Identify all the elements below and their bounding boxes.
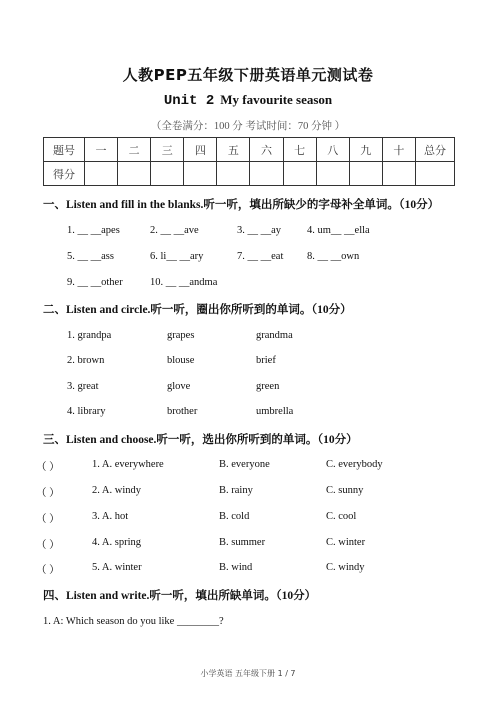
section-heading: 一、Listen and fill in the blanks.听一听，填出所缺少的字母补全单词。（10分） [43,199,440,211]
score-blank[interactable] [250,162,283,186]
answer-bracket[interactable]: （ ） [36,565,60,576]
choice-option: C. sunny [326,485,364,496]
answer-bracket[interactable]: （ ） [36,540,60,551]
score-blank[interactable] [85,162,118,186]
word-option: 1. grandpa [67,330,112,341]
score-blank[interactable] [184,162,217,186]
score-cell: 得分 [44,162,85,186]
unit-label: Unit 2 [163,93,215,109]
score-table-header-row [44,138,455,162]
word-option: brother [167,406,198,417]
section-heading: 二、Listen and circle.听一听，圈出你所听到的单词。（10分） [43,304,352,316]
choice-option: 4. A. spring [92,537,142,548]
answer-bracket[interactable]: （ ） [36,488,60,499]
blank-item: 9. __ __other [67,277,123,288]
page-footer [0,668,496,679]
footer-text: 小学英语 五年级下册 [200,669,276,678]
question-line: 1. A: Which season do you like ________? [43,616,224,627]
choice-option: C. windy [326,562,365,573]
choice-option: C. everybody [326,459,383,470]
score-blank[interactable] [316,162,349,186]
score-cell: 六 [250,138,283,162]
word-option: 2. brown [67,355,105,366]
choice-option: C. winter [326,537,366,548]
score-table [43,137,455,186]
score-table-score-row [44,162,455,186]
answer-bracket[interactable]: （ ） [36,462,60,473]
score-cell: 十 [382,138,415,162]
score-cell: 八 [316,138,349,162]
choice-option: 5. A. winter [92,562,142,573]
section-heading: 三、Listen and choose.听一听，选出你所听到的单词。（10分） [43,434,358,446]
score-cell: 四 [184,138,217,162]
word-option: grandma [256,330,293,341]
blank-item: 6. li__ __ary [150,251,204,262]
choice-option: C. cool [326,511,357,522]
choice-option: 1. A. everywhere [92,459,164,470]
blank-item: 8. __ __own [307,251,360,262]
blank-item: 2. __ __ave [150,225,199,236]
choice-option: B. wind [219,562,253,573]
score-blank[interactable] [283,162,316,186]
score-blank[interactable] [349,162,382,186]
unit-subtitle [0,92,496,109]
score-blank[interactable] [217,162,250,186]
score-cell: 一 [85,138,118,162]
word-option: grapes [167,330,195,341]
word-option: blouse [167,355,195,366]
answer-bracket[interactable]: （ ） [36,514,60,525]
score-cell: 五 [217,138,250,162]
word-option: green [256,381,280,392]
blank-item: 10. __ __andma [150,277,218,288]
score-cell: 七 [283,138,316,162]
word-option: 3. great [67,381,99,392]
choice-option: 3. A. hot [92,511,129,522]
score-cell: 三 [151,138,184,162]
choice-option: B. rainy [219,485,253,496]
choice-option: B. summer [219,537,266,548]
blank-item: 7. __ __eat [237,251,284,262]
score-cell: 二 [118,138,151,162]
word-option: 4. library [67,406,106,417]
word-option: brief [256,355,276,366]
exam-note: （全卷满分：100 分 考试时间：70 分钟 ） [150,121,346,132]
score-blank[interactable] [151,162,184,186]
page-title: 人教PEP五年级下册英语单元测试卷 [122,66,374,84]
score-blank[interactable] [416,162,455,186]
score-blank[interactable] [382,162,415,186]
score-cell: 总分 [416,138,455,162]
section-heading: 四、Listen and write.听一听，填出所缺单词。（10分） [43,590,317,602]
blank-item: 5. __ __ass [67,251,114,262]
score-blank[interactable] [118,162,151,186]
word-option: glove [167,381,191,392]
choice-option: 2. A. windy [92,485,142,496]
page-number: 1 / 7 [277,669,296,678]
score-cell: 九 [349,138,382,162]
choice-option: B. everyone [219,459,270,470]
blank-item: 3. __ __ay [237,225,282,236]
word-option: umbrella [256,406,294,417]
score-cell: 题号 [44,138,85,162]
blank-item: 4. um__ __ella [307,225,370,236]
unit-title: My favourite season [220,92,333,107]
blank-item: 1. __ __apes [67,225,120,236]
choice-option: B. cold [219,511,250,522]
